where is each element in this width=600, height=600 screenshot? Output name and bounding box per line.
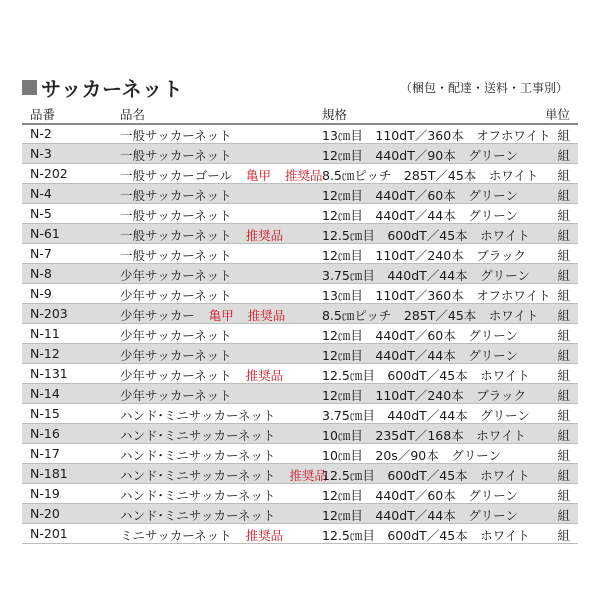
product-code: N-12 <box>30 346 60 361</box>
table-row <box>22 124 578 144</box>
product-name: ハンド･ミニサッカーネット <box>120 508 276 523</box>
product-unit: 組 <box>557 248 570 263</box>
product-spec: 13㎝目 110dT／360本 オフホワイト <box>322 128 551 143</box>
product-name: 少年サッカーネット <box>120 388 232 403</box>
table-row <box>22 444 578 464</box>
product-name-cell <box>120 286 232 304</box>
table-row <box>22 324 578 344</box>
product-code: N-61 <box>30 226 60 241</box>
product-unit: 組 <box>557 308 570 323</box>
product-tag: 推奨品 <box>247 308 286 323</box>
product-code: N-201 <box>30 526 68 541</box>
product-code: N-7 <box>30 246 52 261</box>
table-row <box>22 264 578 284</box>
product-spec: 8.5㎝ピッチ 285T／45本 ホワイト <box>322 308 539 323</box>
product-spec: 8.5㎝ピッチ 285T／45本 ホワイト <box>322 168 539 183</box>
product-unit: 組 <box>557 328 570 343</box>
product-spec: 12㎝目 440dT／44本 グリーン <box>322 508 518 523</box>
product-name: ミニサッカーネット <box>120 528 232 543</box>
table-row <box>22 204 578 224</box>
product-name: 一般サッカーネット <box>120 128 232 143</box>
page-title: サッカーネット <box>41 77 184 101</box>
product-code: N-9 <box>30 286 52 301</box>
product-unit: 組 <box>557 348 570 363</box>
table-row <box>22 424 578 444</box>
product-name-cell <box>120 506 275 524</box>
product-tag: 推奨品 <box>245 228 284 243</box>
product-name: 一般サッカーネット <box>120 148 232 163</box>
product-name-cell <box>120 526 283 544</box>
product-unit: 組 <box>557 508 570 523</box>
table-row <box>22 464 578 484</box>
product-name-cell <box>120 246 232 264</box>
product-name: 少年サッカーネット <box>120 268 232 283</box>
table-row <box>22 224 578 244</box>
table-header <box>22 104 578 125</box>
table-row <box>22 304 578 324</box>
product-code: N-2 <box>30 126 52 141</box>
product-name-cell <box>120 186 232 204</box>
table-row <box>22 364 578 384</box>
product-spec: 10㎝目 20s／90本 グリーン <box>322 448 501 463</box>
product-name: 少年サッカーネット <box>120 368 232 383</box>
product-name-cell <box>120 226 283 244</box>
product-name-cell <box>120 346 232 364</box>
product-name: 少年サッカーネット <box>120 288 232 303</box>
product-name-cell <box>120 426 275 444</box>
product-code: N-14 <box>30 386 60 401</box>
product-name: 一般サッカーネット <box>120 248 232 263</box>
product-name-cell <box>120 406 275 424</box>
title-square-icon <box>22 80 37 95</box>
product-table <box>22 124 578 544</box>
product-unit: 組 <box>557 528 570 543</box>
product-unit: 組 <box>557 128 570 143</box>
header-unit: 単位 <box>544 107 570 122</box>
product-unit: 組 <box>557 268 570 283</box>
product-spec: 3.75㎝目 440dT／44本 グリーン <box>322 268 530 283</box>
product-name-cell <box>120 206 232 224</box>
product-tag: 推奨品 <box>289 468 327 483</box>
product-name: 少年サッカー <box>120 308 195 323</box>
product-unit: 組 <box>557 208 570 223</box>
product-unit: 組 <box>557 188 570 203</box>
product-unit: 組 <box>557 428 570 443</box>
product-spec: 12㎝目 440dT／60本 グリーン <box>322 488 518 503</box>
product-name-cell <box>120 126 232 144</box>
product-name: 一般サッカーネット <box>120 188 232 203</box>
product-unit: 組 <box>557 368 570 383</box>
product-unit: 組 <box>557 168 570 183</box>
product-code: N-203 <box>30 306 68 321</box>
product-spec: 12.5㎝目 600dT／45本 ホワイト <box>322 528 530 543</box>
product-name-cell <box>120 146 232 164</box>
table-row <box>22 244 578 264</box>
product-name: 少年サッカーネット <box>120 348 232 363</box>
product-code: N-3 <box>30 146 52 161</box>
product-name-cell <box>120 386 232 404</box>
table-row <box>22 184 578 204</box>
product-spec: 10㎝目 235dT／168本 ホワイト <box>322 428 526 443</box>
product-code: N-5 <box>30 206 52 221</box>
product-name: 一般サッカーネット <box>120 228 232 243</box>
product-name: ハンド･ミニサッカーネット <box>120 468 276 483</box>
product-unit: 組 <box>557 488 570 503</box>
product-spec: 12㎝目 440dT／44本 グリーン <box>322 348 518 363</box>
table-row <box>22 484 578 504</box>
product-code: N-4 <box>30 186 52 201</box>
table-row <box>22 284 578 304</box>
page-title-block <box>22 73 183 102</box>
product-spec: 12㎝目 110dT／240本 ブラック <box>322 388 526 403</box>
product-tag: 推奨品 <box>245 528 284 543</box>
header-name: 品名 <box>120 107 146 122</box>
product-unit: 組 <box>557 288 570 303</box>
product-code: N-202 <box>30 166 68 181</box>
header-code: 品番 <box>30 107 56 122</box>
product-spec: 12㎝目 440dT／90本 グリーン <box>322 148 518 163</box>
product-tag: 亀甲 <box>208 308 234 323</box>
product-code: N-17 <box>30 446 60 461</box>
product-tag: 亀甲 <box>246 168 272 183</box>
product-code: N-8 <box>30 266 52 281</box>
product-name: 一般サッカーゴール <box>120 168 233 183</box>
product-name-cell <box>120 466 327 484</box>
header-spec: 規格 <box>322 107 348 122</box>
product-name-cell <box>120 446 275 464</box>
table-row <box>22 164 578 184</box>
product-name: ハンド･ミニサッカーネット <box>120 448 276 463</box>
table-row <box>22 144 578 164</box>
product-spec: 12㎝目 440dT／60本 グリーン <box>322 328 518 343</box>
product-name-cell <box>120 486 275 504</box>
table-row <box>22 344 578 364</box>
product-name-cell <box>120 306 285 324</box>
product-unit: 組 <box>557 148 570 163</box>
product-name: 一般サッカーネット <box>120 208 232 223</box>
product-code: N-11 <box>30 326 60 341</box>
product-spec: 3.75㎝目 440dT／44本 グリーン <box>322 408 530 423</box>
product-spec: 12㎝目 440dT／44本 グリーン <box>322 208 518 223</box>
product-spec: 12㎝目 440dT／60本 グリーン <box>322 188 518 203</box>
product-spec: 12.5㎝目 600dT／45本 ホワイト <box>322 368 530 383</box>
product-code: N-15 <box>30 406 60 421</box>
product-name-cell <box>120 266 232 284</box>
table-row <box>22 504 578 524</box>
product-name: ハンド･ミニサッカーネット <box>120 428 276 443</box>
product-name: 少年サッカーネット <box>120 328 232 343</box>
table-row <box>22 384 578 404</box>
table-row <box>22 404 578 424</box>
product-name: ハンド･ミニサッカーネット <box>120 408 276 423</box>
product-code: N-19 <box>30 486 60 501</box>
product-unit: 組 <box>557 388 570 403</box>
product-unit: 組 <box>557 228 570 243</box>
product-name-cell <box>120 366 283 384</box>
product-unit: 組 <box>557 468 570 483</box>
table-row <box>22 524 578 544</box>
product-spec: 12.5㎝目 600dT／45本 ホワイト <box>322 228 530 243</box>
product-code: N-16 <box>30 426 60 441</box>
product-code: N-131 <box>30 366 68 381</box>
product-spec: 13㎝目 110dT／360本 オフホワイト <box>322 288 551 303</box>
product-spec: 12.5㎝目 600dT／45本 ホワイト <box>322 468 530 483</box>
product-code: N-20 <box>30 506 60 521</box>
product-tag: 推奨品 <box>285 168 323 183</box>
product-name-cell <box>120 166 323 184</box>
product-name-cell <box>120 326 232 344</box>
product-unit: 組 <box>557 408 570 423</box>
pricing-note: （梱包・配達・送料・工事別） <box>400 81 569 95</box>
product-tag: 推奨品 <box>245 368 284 383</box>
product-unit: 組 <box>557 448 570 463</box>
product-code: N-181 <box>30 466 68 481</box>
product-name: ハンド･ミニサッカーネット <box>120 488 276 503</box>
product-spec: 12㎝目 110dT／240本 ブラック <box>322 248 526 263</box>
